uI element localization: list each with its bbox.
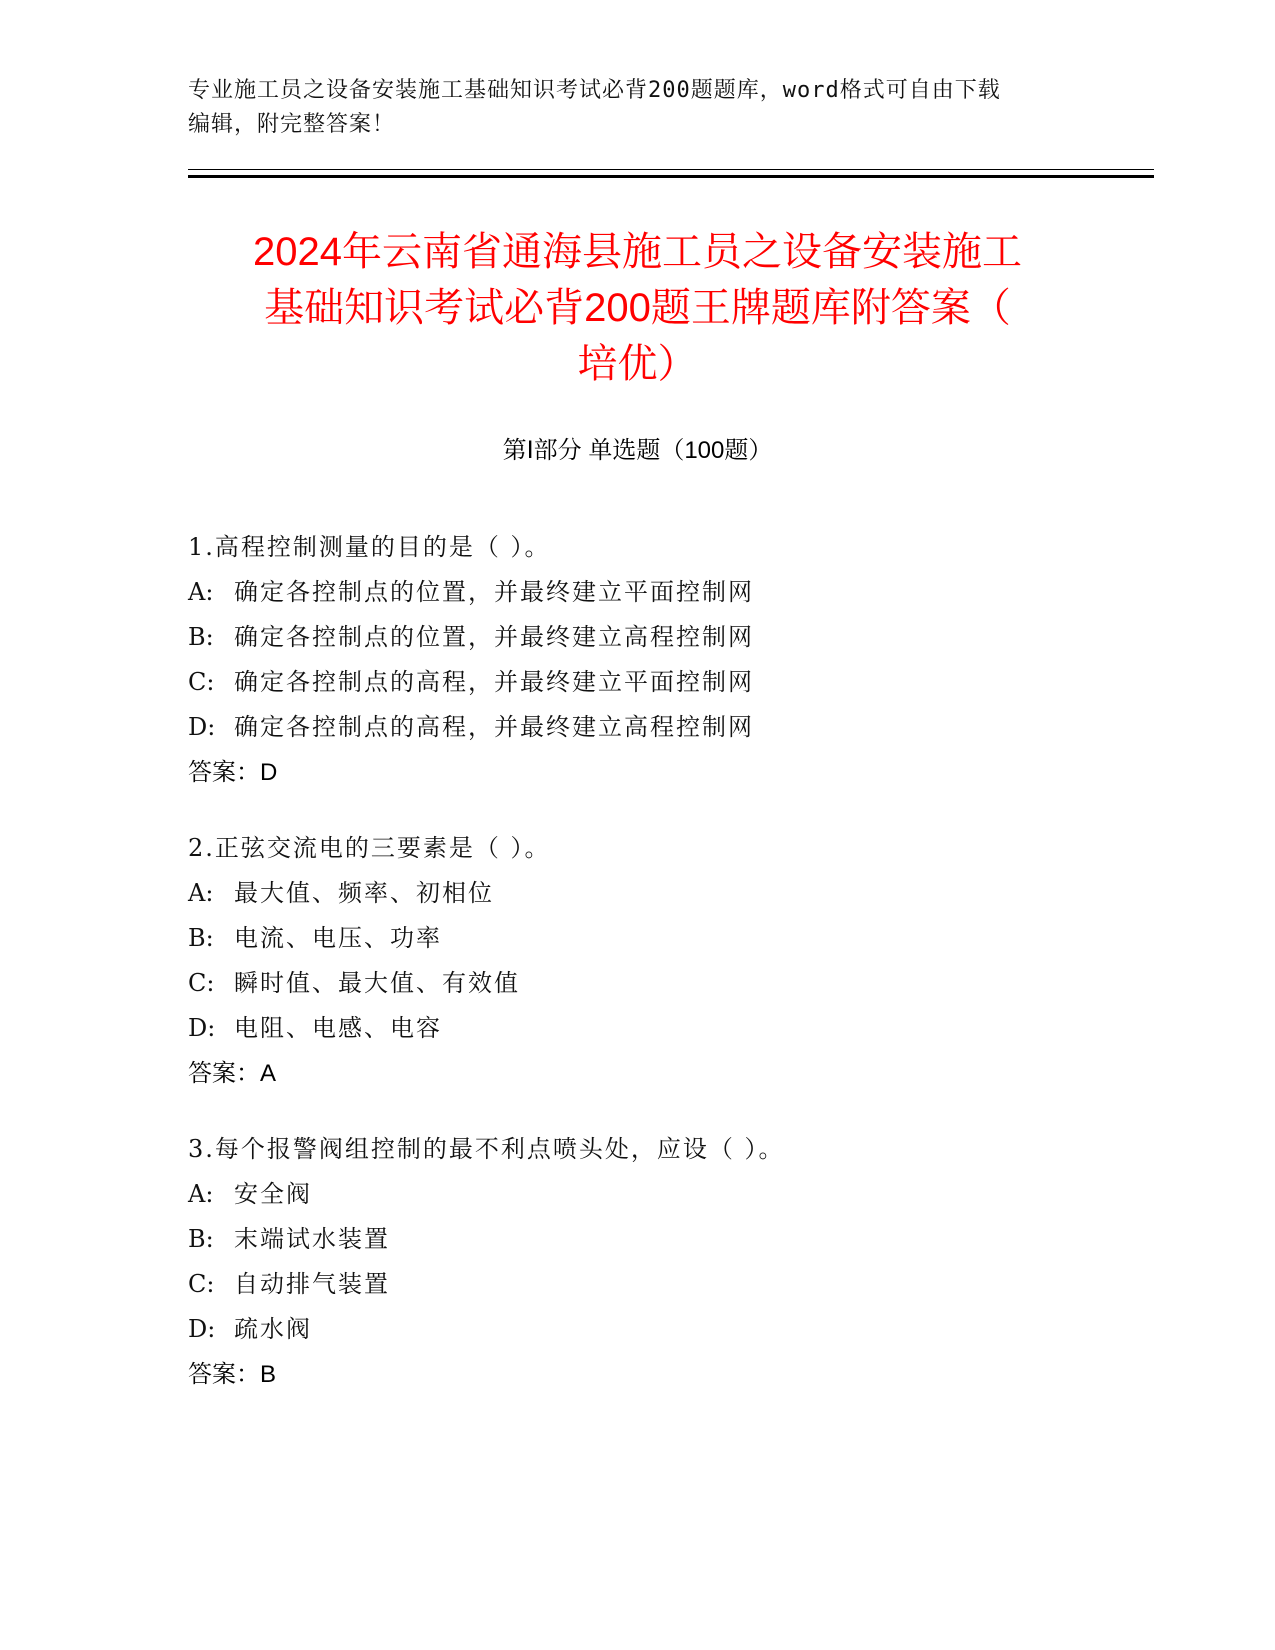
document-title bbox=[150, 224, 1125, 392]
option-text: 确定各控制点的位置，并最终建立平面控制网 bbox=[234, 578, 754, 606]
option-letter: B: bbox=[188, 924, 214, 952]
option-text: 电流、电压、功率 bbox=[234, 924, 442, 952]
option-d bbox=[188, 1006, 1148, 1051]
question-3 bbox=[188, 1127, 1148, 1397]
option-letter: A: bbox=[188, 879, 214, 907]
question-1 bbox=[188, 525, 1148, 795]
question-2 bbox=[188, 826, 1148, 1096]
option-text: 末端试水装置 bbox=[234, 1225, 390, 1253]
header-divider-thick bbox=[188, 175, 1154, 178]
document-title-line-1: 2024年云南省通海县施工员之设备安装施工 bbox=[253, 230, 1022, 274]
option-letter: A: bbox=[188, 578, 214, 606]
option-text: 确定各控制点的位置，并最终建立高程控制网 bbox=[234, 623, 754, 651]
option-text: 安全阀 bbox=[234, 1180, 312, 1208]
answer-line: 答案：A bbox=[188, 1060, 277, 1087]
question-stem: 1.高程控制测量的目的是（ ）。 bbox=[188, 533, 551, 561]
option-a bbox=[188, 1172, 1148, 1217]
option-a bbox=[188, 570, 1148, 615]
option-text: 瞬时值、最大值、有效值 bbox=[234, 969, 520, 997]
option-letter: C: bbox=[188, 969, 215, 997]
question-stem: 3.每个报警阀组控制的最不利点喷头处，应设（ ）。 bbox=[188, 1135, 785, 1163]
document-title-line-3: 培优） bbox=[577, 342, 698, 386]
answer-line: 答案：B bbox=[188, 1361, 277, 1388]
option-letter: B: bbox=[188, 1225, 214, 1253]
question-list bbox=[188, 525, 1148, 1428]
option-c bbox=[188, 660, 1148, 705]
option-letter: C: bbox=[188, 668, 215, 696]
option-c bbox=[188, 1262, 1148, 1307]
option-text: 自动排气装置 bbox=[234, 1270, 390, 1298]
option-d bbox=[188, 1307, 1148, 1352]
option-text: 疏水阀 bbox=[234, 1315, 312, 1343]
option-letter: D: bbox=[188, 1315, 216, 1343]
answer-line: 答案：D bbox=[188, 759, 278, 786]
document-title-line-2: 基础知识考试必背200题王牌题库附答案（ bbox=[264, 286, 1011, 330]
option-letter: B: bbox=[188, 623, 214, 651]
option-c bbox=[188, 961, 1148, 1006]
header-divider-thin bbox=[188, 169, 1154, 170]
option-text: 确定各控制点的高程，并最终建立高程控制网 bbox=[234, 713, 754, 741]
option-letter: C: bbox=[188, 1270, 215, 1298]
option-letter: A: bbox=[188, 1180, 214, 1208]
option-letter: D: bbox=[188, 713, 216, 741]
header-note bbox=[188, 74, 1088, 142]
section-title: 第Ⅰ部分 单选题（100题） bbox=[502, 437, 773, 464]
question-stem: 2.正弦交流电的三要素是（ ）。 bbox=[188, 834, 551, 862]
option-b bbox=[188, 615, 1148, 660]
option-b bbox=[188, 916, 1148, 961]
option-d bbox=[188, 705, 1148, 750]
option-text: 确定各控制点的高程，并最终建立平面控制网 bbox=[234, 668, 754, 696]
option-b bbox=[188, 1217, 1148, 1262]
header-note-line-2: 编辑，附完整答案！ bbox=[188, 112, 396, 137]
option-letter: D: bbox=[188, 1014, 216, 1042]
header-note-line-1: 专业施工员之设备安装施工基础知识考试必背200题题库，word格式可自由下载 bbox=[188, 78, 1001, 103]
option-text: 最大值、频率、初相位 bbox=[234, 879, 494, 907]
option-a bbox=[188, 871, 1148, 916]
option-text: 电阻、电感、电容 bbox=[234, 1014, 442, 1042]
